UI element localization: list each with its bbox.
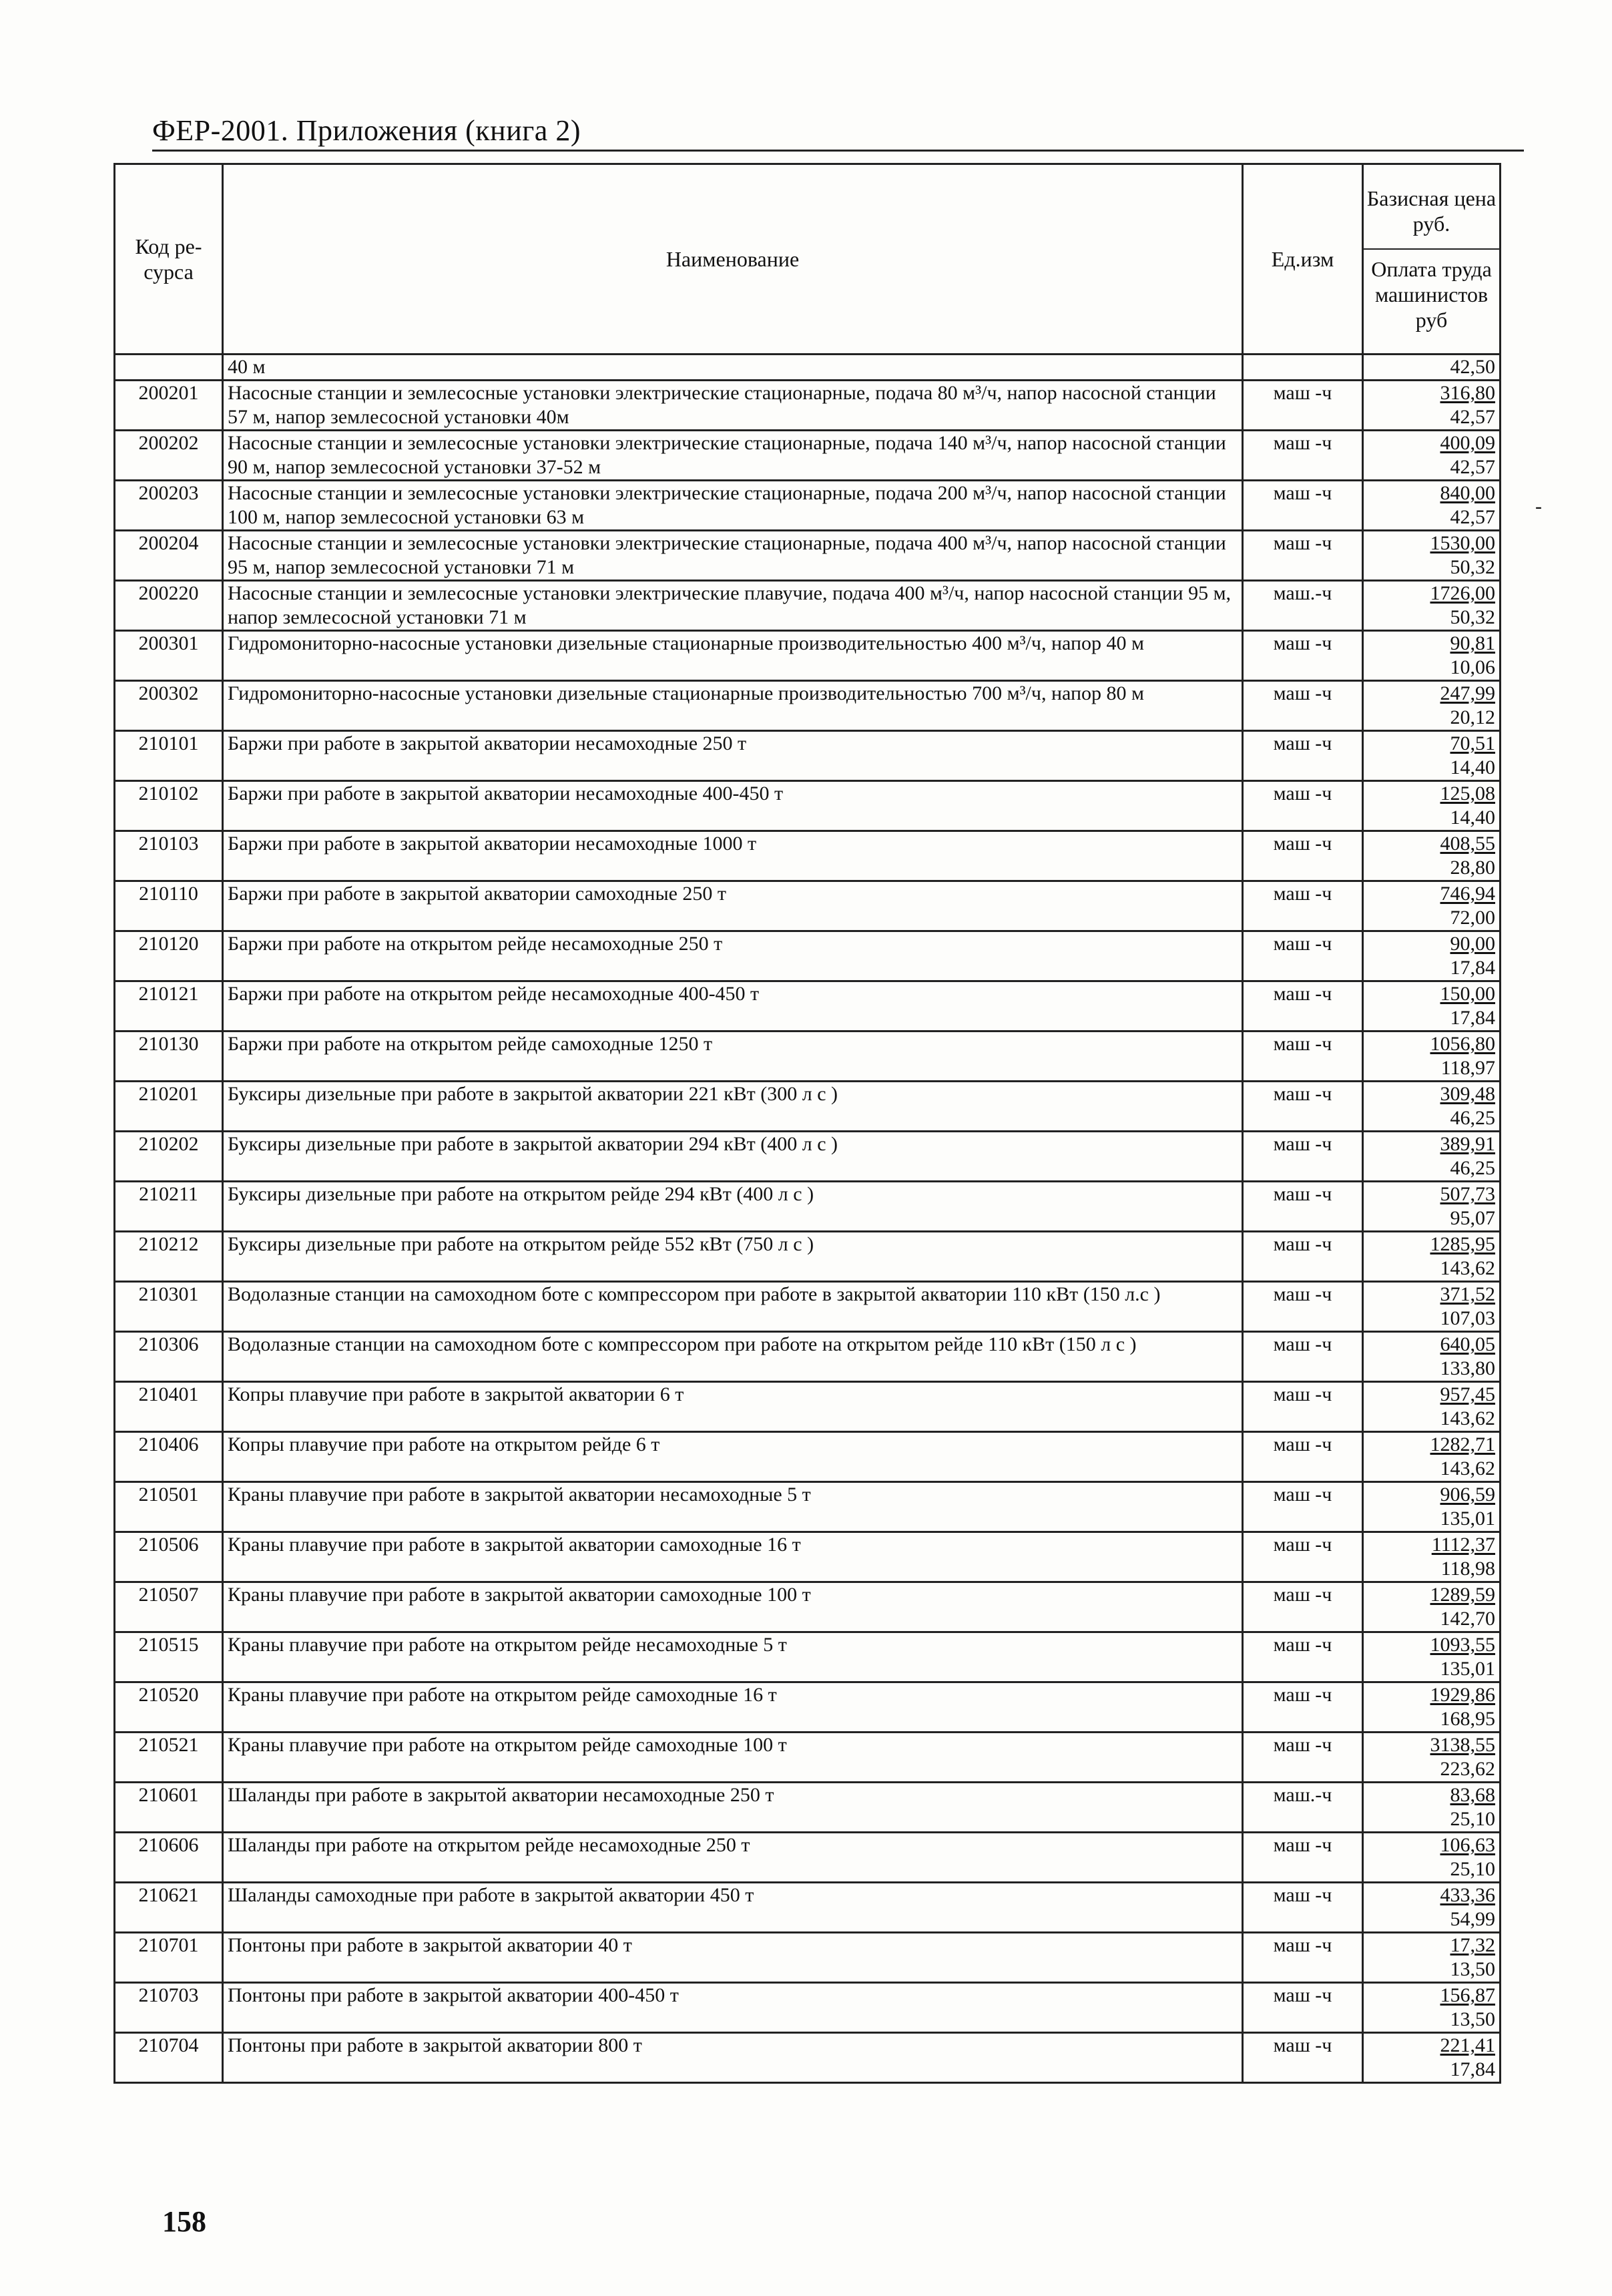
labor-cost: 107,03 — [1440, 1307, 1495, 1329]
resource-code: 200202 — [115, 431, 223, 481]
table-row — [115, 1582, 1501, 1632]
labor-cost: 25,10 — [1450, 1858, 1495, 1880]
resource-prices — [1363, 931, 1501, 981]
resource-unit: маш -ч — [1243, 381, 1363, 431]
table-row — [115, 1833, 1501, 1883]
base-price: 125,08 — [1440, 782, 1495, 805]
table-row — [115, 1332, 1501, 1382]
header-code: Код ре-сурса — [115, 164, 223, 355]
resource-code: 210521 — [115, 1733, 223, 1783]
resource-name: Понтоны при работе в закрытой акватории 400-450 т — [223, 1983, 1243, 2033]
labor-cost: 42,57 — [1450, 456, 1495, 478]
labor-cost: 17,84 — [1450, 2058, 1495, 2080]
header-unit: Ед.изм — [1243, 164, 1363, 355]
resource-table — [113, 163, 1501, 2084]
labor-cost: 143,62 — [1440, 1457, 1495, 1479]
resource-name: Краны плавучие при работе в закрытой акватории самоходные 16 т — [223, 1532, 1243, 1582]
base-price: 156,87 — [1440, 1984, 1495, 2006]
header-base-price: Базисная цена руб. — [1364, 186, 1499, 250]
resource-unit: маш -ч — [1243, 1933, 1363, 1983]
resource-prices — [1363, 1182, 1501, 1232]
resource-code: 210621 — [115, 1883, 223, 1933]
resource-prices — [1363, 1432, 1501, 1482]
resource-prices — [1363, 1833, 1501, 1883]
resource-name: Краны плавучие при работе на открытом рейде самоходные 16 т — [223, 1682, 1243, 1733]
resource-code: 210704 — [115, 2033, 223, 2083]
resource-name: Понтоны при работе в закрытой акватории 800 т — [223, 2033, 1243, 2083]
labor-cost: 42,57 — [1450, 506, 1495, 528]
resource-code: 200220 — [115, 581, 223, 631]
labor-cost: 118,97 — [1440, 1057, 1495, 1079]
base-price: 83,68 — [1450, 1784, 1495, 1806]
labor-cost: 143,62 — [1440, 1257, 1495, 1279]
resource-unit: маш -ч — [1243, 1382, 1363, 1432]
resource-name: Насосные станции и землесосные установки электрические стационарные, подача 140 м³/ч, напор насосной станции 90 м, напор землесосной установки 37-52 м — [223, 431, 1243, 481]
resource-unit: маш -ч — [1243, 881, 1363, 931]
resource-code: 210406 — [115, 1432, 223, 1482]
resource-unit: маш -ч — [1243, 1632, 1363, 1682]
resource-prices — [1363, 1733, 1501, 1783]
resource-name: Баржи при работе в закрытой акватории несамоходные 250 т — [223, 731, 1243, 781]
table-row — [115, 731, 1501, 781]
resource-unit: маш -ч — [1243, 1282, 1363, 1332]
table-row — [115, 1783, 1501, 1833]
resource-unit: маш -ч — [1243, 831, 1363, 881]
base-price: 840,00 — [1440, 482, 1495, 504]
base-price: 371,52 — [1440, 1283, 1495, 1305]
table-row — [115, 1482, 1501, 1532]
base-price: 17,32 — [1450, 1934, 1495, 1956]
table-row — [115, 1532, 1501, 1582]
resource-name: Баржи при работе в закрытой акватории несамоходные 400-450 т — [223, 781, 1243, 831]
resource-name: Насосные станции и землесосные установки электрические плавучие, подача 400 м³/ч, напор насосной станции 95 м, напор землесосной установки 71 м — [223, 581, 1243, 631]
resource-prices — [1363, 881, 1501, 931]
labor-cost: 142,70 — [1440, 1608, 1495, 1630]
resource-code: 210101 — [115, 731, 223, 781]
resource-name: Копры плавучие при работе в закрытой акватории 6 т — [223, 1382, 1243, 1432]
resource-prices — [1363, 431, 1501, 481]
resource-unit: маш -ч — [1243, 1182, 1363, 1232]
base-price: 1929,86 — [1430, 1684, 1495, 1706]
table-row — [115, 1382, 1501, 1432]
table-row — [115, 781, 1501, 831]
resource-code: 210301 — [115, 1282, 223, 1332]
resource-name: Буксиры дизельные при работе в закрытой акватории 294 кВт (400 л с ) — [223, 1132, 1243, 1182]
resource-code: 210515 — [115, 1632, 223, 1682]
table-row — [115, 1883, 1501, 1933]
resource-prices — [1363, 531, 1501, 581]
resource-unit: маш -ч — [1243, 1031, 1363, 1082]
resource-name: Водолазные станции на самоходном боте с компрессором при работе в закрытой акватории 110 кВт (150 л.с ) — [223, 1282, 1243, 1332]
resource-unit: маш -ч — [1243, 2033, 1363, 2083]
labor-cost: 54,99 — [1450, 1908, 1495, 1930]
labor-cost: 14,40 — [1450, 807, 1495, 829]
table-row — [115, 1432, 1501, 1482]
base-price: 1282,71 — [1430, 1433, 1495, 1455]
base-price: 1056,80 — [1430, 1033, 1495, 1055]
resource-prices — [1363, 1532, 1501, 1582]
table-row — [115, 881, 1501, 931]
resource-prices — [1363, 581, 1501, 631]
resource-name: Шаланды при работе в закрытой акватории несамоходные 250 т — [223, 1783, 1243, 1833]
table-row — [115, 1132, 1501, 1182]
labor-cost: 223,62 — [1440, 1758, 1495, 1780]
resource-unit: маш -ч — [1243, 931, 1363, 981]
resource-prices — [1363, 1632, 1501, 1682]
resource-unit: маш -ч — [1243, 1432, 1363, 1482]
resource-code: 210201 — [115, 1082, 223, 1132]
page-number: 158 — [162, 2205, 206, 2238]
resource-unit: маш -ч — [1243, 1132, 1363, 1182]
resource-prices — [1363, 1082, 1501, 1132]
resource-prices — [1363, 1382, 1501, 1432]
resource-prices — [1363, 781, 1501, 831]
resource-name: Водолазные станции на самоходном боте с компрессором при работе на открытом рейде 110 кВт (150 л с ) — [223, 1332, 1243, 1382]
resource-prices — [1363, 1582, 1501, 1632]
resource-prices — [1363, 1983, 1501, 2033]
resource-prices — [1363, 1031, 1501, 1082]
base-price: 247,99 — [1440, 682, 1495, 704]
labor-cost: 135,01 — [1440, 1508, 1495, 1530]
resource-prices — [1363, 831, 1501, 881]
table-row — [115, 581, 1501, 631]
resource-code: 210121 — [115, 981, 223, 1031]
labor-cost: 135,01 — [1440, 1658, 1495, 1680]
resource-code: 210520 — [115, 1682, 223, 1733]
base-price: 309,48 — [1440, 1083, 1495, 1105]
labor-cost: 20,12 — [1450, 706, 1495, 728]
resource-name: Баржи при работе в закрытой акватории несамоходные 1000 т — [223, 831, 1243, 881]
base-price: 90,00 — [1450, 933, 1495, 955]
table-row — [115, 1983, 1501, 2033]
base-price: 433,36 — [1440, 1884, 1495, 1906]
header-divider — [152, 150, 1524, 152]
table-row — [115, 431, 1501, 481]
resource-name: Буксиры дизельные при работе на открытом рейде 552 кВт (750 л с ) — [223, 1232, 1243, 1282]
labor-cost: 28,80 — [1450, 857, 1495, 879]
resource-unit: маш -ч — [1243, 1082, 1363, 1132]
resource-unit: маш -ч — [1243, 981, 1363, 1031]
resource-code: 210120 — [115, 931, 223, 981]
resource-name: Краны плавучие при работе на открытом рейде самоходные 100 т — [223, 1733, 1243, 1783]
base-price: 640,05 — [1440, 1333, 1495, 1355]
resource-unit: маш -ч — [1243, 731, 1363, 781]
header-labor-cost: Оплата труда машинистов руб — [1371, 257, 1492, 332]
continuation-name: 40 м — [223, 355, 1243, 381]
margin-mark: - — [1535, 495, 1542, 517]
resource-prices — [1363, 1682, 1501, 1733]
table-row — [115, 1933, 1501, 1983]
resource-prices — [1363, 1933, 1501, 1983]
resource-unit: маш -ч — [1243, 431, 1363, 481]
base-price: 389,91 — [1440, 1133, 1495, 1155]
base-price: 1726,00 — [1430, 582, 1495, 604]
base-price: 507,73 — [1440, 1183, 1495, 1205]
table-row — [115, 1632, 1501, 1682]
resource-code: 210130 — [115, 1031, 223, 1082]
resource-code: 210401 — [115, 1382, 223, 1432]
resource-name: Насосные станции и землесосные установки электрические стационарные, подача 200 м³/ч, напор насосной станции 100 м, напор землесосной установки 63 м — [223, 481, 1243, 531]
table-row — [115, 2033, 1501, 2083]
resource-code: 210306 — [115, 1332, 223, 1382]
labor-cost: 13,50 — [1450, 1958, 1495, 1980]
resource-unit: маш -ч — [1243, 1332, 1363, 1382]
resource-prices — [1363, 2033, 1501, 2083]
labor-cost: 50,32 — [1450, 556, 1495, 578]
labor-cost: 25,10 — [1450, 1808, 1495, 1830]
page-header: ФЕР-2001. Приложения (книга 2) — [152, 114, 581, 147]
resource-prices — [1363, 1883, 1501, 1933]
resource-name: Шаланды при работе на открытом рейде несамоходные 250 т — [223, 1833, 1243, 1883]
resource-name: Краны плавучие при работе в закрытой акватории самоходные 100 т — [223, 1582, 1243, 1632]
resource-code: 200302 — [115, 681, 223, 731]
base-price: 316,80 — [1440, 382, 1495, 404]
labor-cost: 17,84 — [1450, 957, 1495, 979]
resource-prices — [1363, 631, 1501, 681]
resource-name: Насосные станции и землесосные установки электрические стационарные, подача 80 м³/ч, напор насосной станции 57 м, напор землесосной установки 40м — [223, 381, 1243, 431]
labor-cost: 95,07 — [1450, 1207, 1495, 1229]
resource-name: Буксиры дизельные при работе в закрытой акватории 221 кВт (300 л с ) — [223, 1082, 1243, 1132]
resource-name: Краны плавучие при работе в закрытой акватории несамоходные 5 т — [223, 1482, 1243, 1532]
table-row — [115, 481, 1501, 531]
resource-code: 210703 — [115, 1983, 223, 2033]
resource-code: 210701 — [115, 1933, 223, 1983]
base-price: 1285,95 — [1430, 1233, 1495, 1255]
resource-unit: маш -ч — [1243, 631, 1363, 681]
resource-prices — [1363, 681, 1501, 731]
table-row — [115, 1282, 1501, 1332]
labor-cost: 46,25 — [1450, 1157, 1495, 1179]
table-row — [115, 831, 1501, 881]
resource-name: Баржи при работе на открытом рейде несамоходные 400-450 т — [223, 981, 1243, 1031]
resource-name: Баржи при работе на открытом рейде самоходные 1250 т — [223, 1031, 1243, 1082]
base-price: 746,94 — [1440, 883, 1495, 905]
resource-prices — [1363, 981, 1501, 1031]
labor-cost: 143,62 — [1440, 1407, 1495, 1429]
resource-name: Насосные станции и землесосные установки электрические стационарные, подача 400 м³/ч, напор насосной станции 95 м, напор землесосной установки 71 м — [223, 531, 1243, 581]
resource-code: 200204 — [115, 531, 223, 581]
resource-code: 210501 — [115, 1482, 223, 1532]
resource-unit: маш -ч — [1243, 681, 1363, 731]
resource-prices — [1363, 731, 1501, 781]
base-price: 906,59 — [1440, 1483, 1495, 1506]
resource-code: 210103 — [115, 831, 223, 881]
base-price: 106,63 — [1440, 1834, 1495, 1856]
table-row — [115, 1232, 1501, 1282]
labor-cost: 13,50 — [1450, 2008, 1495, 2030]
resource-code: 210212 — [115, 1232, 223, 1282]
base-price: 150,00 — [1440, 983, 1495, 1005]
labor-cost: 72,00 — [1450, 907, 1495, 929]
table-row — [115, 631, 1501, 681]
resource-code: 200203 — [115, 481, 223, 531]
resource-name: Шаланды самоходные при работе в закрытой акватории 450 т — [223, 1883, 1243, 1933]
table-row — [115, 931, 1501, 981]
continuation-row — [115, 355, 1501, 381]
resource-prices — [1363, 1783, 1501, 1833]
table-row — [115, 681, 1501, 731]
resource-prices — [1363, 481, 1501, 531]
labor-cost: 50,32 — [1450, 606, 1495, 628]
resource-code: 210601 — [115, 1783, 223, 1833]
continuation-code — [115, 355, 223, 381]
table-row — [115, 1182, 1501, 1232]
resource-name: Гидромониторно-насосные установки дизельные стационарные производительностью 400 м³/ч, напор 40 м — [223, 631, 1243, 681]
resource-unit: маш -ч — [1243, 1833, 1363, 1883]
labor-cost: 46,25 — [1450, 1107, 1495, 1129]
header-price — [1363, 164, 1501, 355]
base-price: 1530,00 — [1430, 532, 1495, 554]
table-row — [115, 1733, 1501, 1783]
table-row — [115, 1031, 1501, 1082]
table-row — [115, 531, 1501, 581]
base-price: 408,55 — [1440, 833, 1495, 855]
resource-name: Буксиры дизельные при работе на открытом рейде 294 кВт (400 л с ) — [223, 1182, 1243, 1232]
continuation-labor: 42,50 — [1363, 355, 1501, 381]
resource-unit: маш -ч — [1243, 1883, 1363, 1933]
resource-unit: маш -ч — [1243, 1582, 1363, 1632]
table-row — [115, 1082, 1501, 1132]
resource-unit: маш -ч — [1243, 781, 1363, 831]
resource-prices — [1363, 1232, 1501, 1282]
labor-cost: 118,98 — [1440, 1558, 1495, 1580]
resource-name: Баржи при работе на открытом рейде несамоходные 250 т — [223, 931, 1243, 981]
resource-code: 210102 — [115, 781, 223, 831]
base-price: 3138,55 — [1430, 1734, 1495, 1756]
resource-code: 210211 — [115, 1182, 223, 1232]
base-price: 1289,59 — [1430, 1584, 1495, 1606]
resource-code: 200301 — [115, 631, 223, 681]
labor-cost: 168,95 — [1440, 1708, 1495, 1730]
resource-code: 210507 — [115, 1582, 223, 1632]
table-row — [115, 381, 1501, 431]
resource-prices — [1363, 1482, 1501, 1532]
resource-prices — [1363, 1332, 1501, 1382]
labor-cost: 133,80 — [1440, 1357, 1495, 1379]
resource-name: Копры плавучие при работе на открытом рейде 6 т — [223, 1432, 1243, 1482]
base-price: 90,81 — [1450, 632, 1495, 654]
table-header-row — [115, 164, 1501, 355]
labor-cost: 42,57 — [1450, 406, 1495, 428]
resource-unit: маш.-ч — [1243, 581, 1363, 631]
base-price: 221,41 — [1440, 2034, 1495, 2056]
resource-unit: маш -ч — [1243, 1682, 1363, 1733]
labor-cost: 14,40 — [1450, 756, 1495, 778]
resource-name: Понтоны при работе в закрытой акватории 40 т — [223, 1933, 1243, 1983]
base-price: 70,51 — [1450, 732, 1495, 754]
table-row — [115, 1682, 1501, 1733]
base-price: 1093,55 — [1430, 1634, 1495, 1656]
resource-code: 210110 — [115, 881, 223, 931]
resource-name: Баржи при работе в закрытой акватории самоходные 250 т — [223, 881, 1243, 931]
base-price: 400,09 — [1440, 432, 1495, 454]
base-price: 1112,37 — [1431, 1534, 1495, 1556]
labor-cost: 10,06 — [1450, 656, 1495, 678]
resource-prices — [1363, 381, 1501, 431]
base-price: 957,45 — [1440, 1383, 1495, 1405]
resource-code: 210202 — [115, 1132, 223, 1182]
resource-unit: маш -ч — [1243, 1482, 1363, 1532]
header-name: Наименование — [223, 164, 1243, 355]
resource-name: Краны плавучие при работе на открытом рейде несамоходные 5 т — [223, 1632, 1243, 1682]
resource-prices — [1363, 1282, 1501, 1332]
resource-code: 200201 — [115, 381, 223, 431]
resource-unit: маш -ч — [1243, 1532, 1363, 1582]
resource-prices — [1363, 1132, 1501, 1182]
resource-unit: маш -ч — [1243, 1733, 1363, 1783]
resource-unit: маш -ч — [1243, 481, 1363, 531]
resource-unit: маш -ч — [1243, 1983, 1363, 2033]
table-row — [115, 981, 1501, 1031]
resource-code: 210506 — [115, 1532, 223, 1582]
resource-unit: маш -ч — [1243, 1232, 1363, 1282]
resource-unit: маш.-ч — [1243, 1783, 1363, 1833]
resource-code: 210606 — [115, 1833, 223, 1883]
resource-unit: маш -ч — [1243, 531, 1363, 581]
labor-cost: 17,84 — [1450, 1007, 1495, 1029]
continuation-unit — [1243, 355, 1363, 381]
resource-name: Гидромониторно-насосные установки дизельные стационарные производительностью 700 м³/ч, напор 80 м — [223, 681, 1243, 731]
